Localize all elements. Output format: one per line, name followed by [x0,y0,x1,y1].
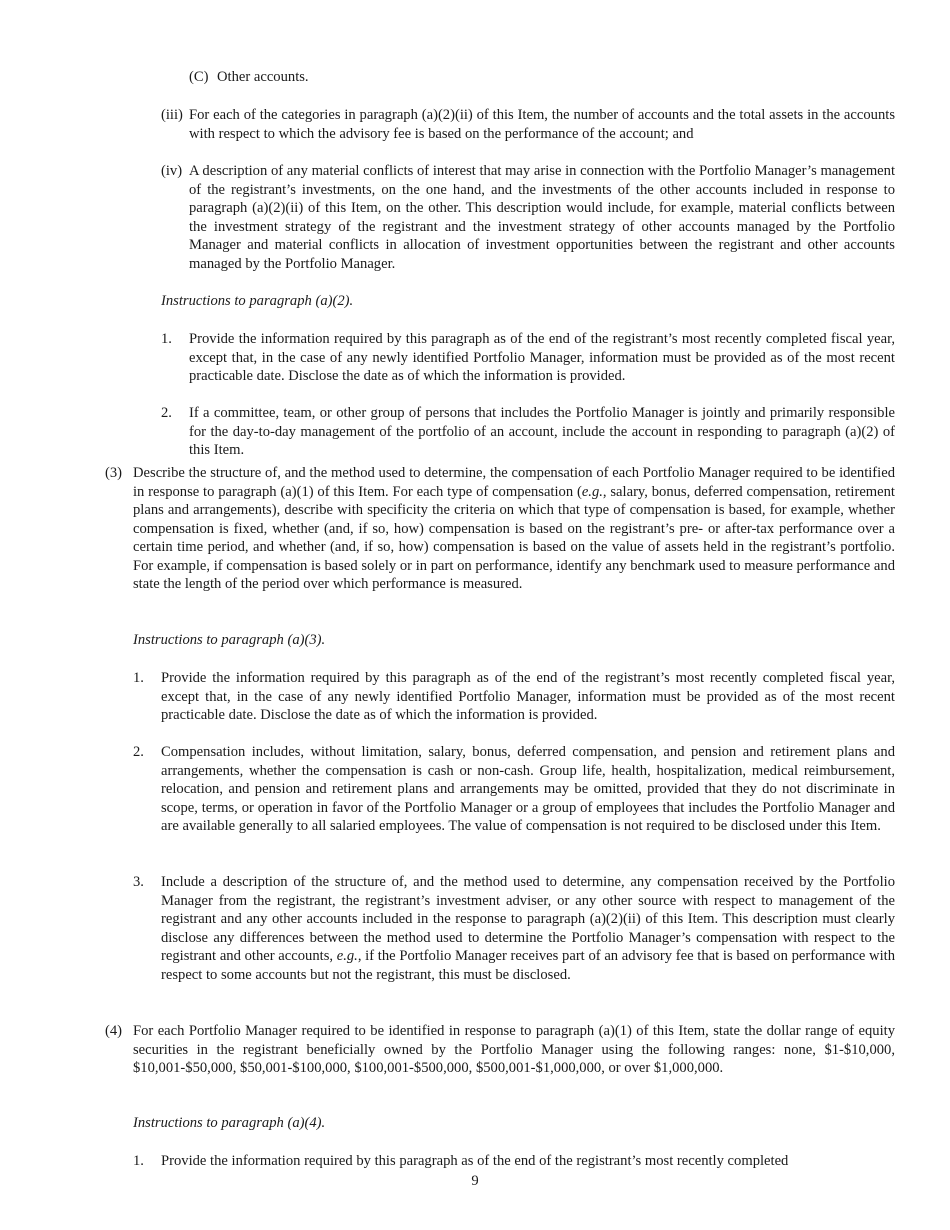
sub-item-text: Other accounts. [217,69,309,85]
instruction-number: 1. [161,331,172,347]
instruction-a3-3 [133,873,895,984]
instruction-a2-1 [161,330,895,386]
instruction-number: 2. [133,744,144,760]
sub-item-text: For each of the categories in paragraph (a)(2)(ii) of this Item, the number of accounts and the total assets in the accounts with respect to which the advisory fee is based on the performance of the account; and [189,107,895,142]
instruction-a3-1 [133,669,895,725]
instructions-heading-a2: Instructions to paragraph (a)(2). [161,293,354,309]
sub-item-label: (iii) [161,107,183,123]
instruction-text: Provide the information required by this paragraph as of the end of the registrant’s most recently completed fiscal year, except that, in the case of any newly identified Portfolio Manager, information must be provided as of the most recent practicable date. Disclose the date as of which the information is provided. [161,670,895,723]
instruction-text: Include a description of the structure of, and the method used to determine, any compensation received by the Portfolio Manager from the registrant, the registrant’s investment adviser, or any other source with respect to management of the registrant and any other accounts included in the response to paragraph (a)(2)(ii) of this Item. This description must clearly disclose any differences between the method used to determine the Portfolio Manager’s compensation with respect to the registrant and other accounts, e.g., if the Portfolio Manager receives part of an advisory fee that is based on performance with respect to some accounts but not the registrant, this must be disclosed. [161,874,895,983]
instructions-heading-a4: Instructions to paragraph (a)(4). [133,1115,326,1131]
paragraph-4 [105,1022,895,1078]
instruction-number: 1. [133,670,144,686]
instruction-number: 2. [161,405,172,421]
paragraph-text: For each Portfolio Manager required to be identified in response to paragraph (a)(1) of this Item, state the dollar range of equity securities in the registrant beneficially owned by the Portfolio Manager using the following ranges: none, $1-$10,000, $10,001-$50,000, $50,001-$100,000, $100,001-$500,000, $500,001-$1,000,000, or over $1,000,000. [133,1023,895,1076]
instruction-a3-2 [133,743,895,836]
page-number: 9 [471,1173,479,1189]
sub-item-label: (iv) [161,163,183,179]
instruction-number: 3. [133,874,144,890]
paragraph-label: (3) [105,465,123,481]
paragraph-label: (4) [105,1023,123,1039]
paragraph-text: Describe the structure of, and the method used to determine, the compensation of each Portfolio Manager required to be identified in response to paragraph (a)(1) of this Item. For each type of compensation (e.g., salary, bonus, deferred compensation, retirement plans and arrangements), describe with specificity the criteria on which that type of compensation is based, for example, whether compensation is fixed, whether (and, if so, how) compensation is based on the registrant’s pre- or after-tax performance over a certain time period, and whether (and, if so, how) compensation is based on the value of assets held in the registrant’s portfolio. For example, if compensation is based solely or in part on performance, identify any benchmark used to measure performance and state the length of the period over which performance is measured. [133,465,895,592]
sub-item-text: A description of any material conflicts of interest that may arise in connection with the Portfolio Manager’s management of the registrant’s investments, on the one hand, and the investments of the other accounts included in response to paragraph (a)(2)(ii) of this Item, on the other. This description would include, for example, material conflicts between the investment strategy of the registrant and the investment strategy of other accounts managed by the Portfolio Manager and material conflicts in allocation of investment opportunities between the registrant and other accounts managed by the Portfolio Manager. [189,163,895,272]
sub-item-c [189,68,895,87]
instruction-a4-1 [133,1152,895,1171]
instruction-text: If a committee, team, or other group of persons that includes the Portfolio Manager is jointly and primarily responsible for the day-to-day management of the portfolio of an account, include the account in responding to paragraph (a)(2) of this Item. [189,405,895,458]
sub-item-label: (C) [189,69,209,85]
instructions-heading-a3: Instructions to paragraph (a)(3). [133,632,326,648]
instruction-text: Compensation includes, without limitation, salary, bonus, deferred compensation, and pension and retirement plans and arrangements, whether the compensation is cash or non-cash. Group life, health, hospitalization, medical reimbursement, relocation, and pension and retirement plans and arrangements may be omitted, provided that they do not discriminate in scope, terms, or operation in favor of the Portfolio Manager or a group of employees that includes the Portfolio Manager and are available generally to all salaried employees. The value of compensation is not required to be disclosed under this Item. [161,744,895,834]
sub-item-iii [161,106,895,143]
instruction-text: Provide the information required by this paragraph as of the end of the registrant’s most recently completed [161,1153,789,1169]
instruction-text: Provide the information required by this paragraph as of the end of the registrant’s most recently completed fiscal year, except that, in the case of any newly identified Portfolio Manager, information must be provided as of the most recent practicable date. Disclose the date as of which the information is provided. [189,331,895,384]
instruction-a2-2 [161,404,895,460]
paragraph-3 [105,464,895,594]
instruction-number: 1. [133,1153,144,1169]
sub-item-iv [161,162,895,273]
